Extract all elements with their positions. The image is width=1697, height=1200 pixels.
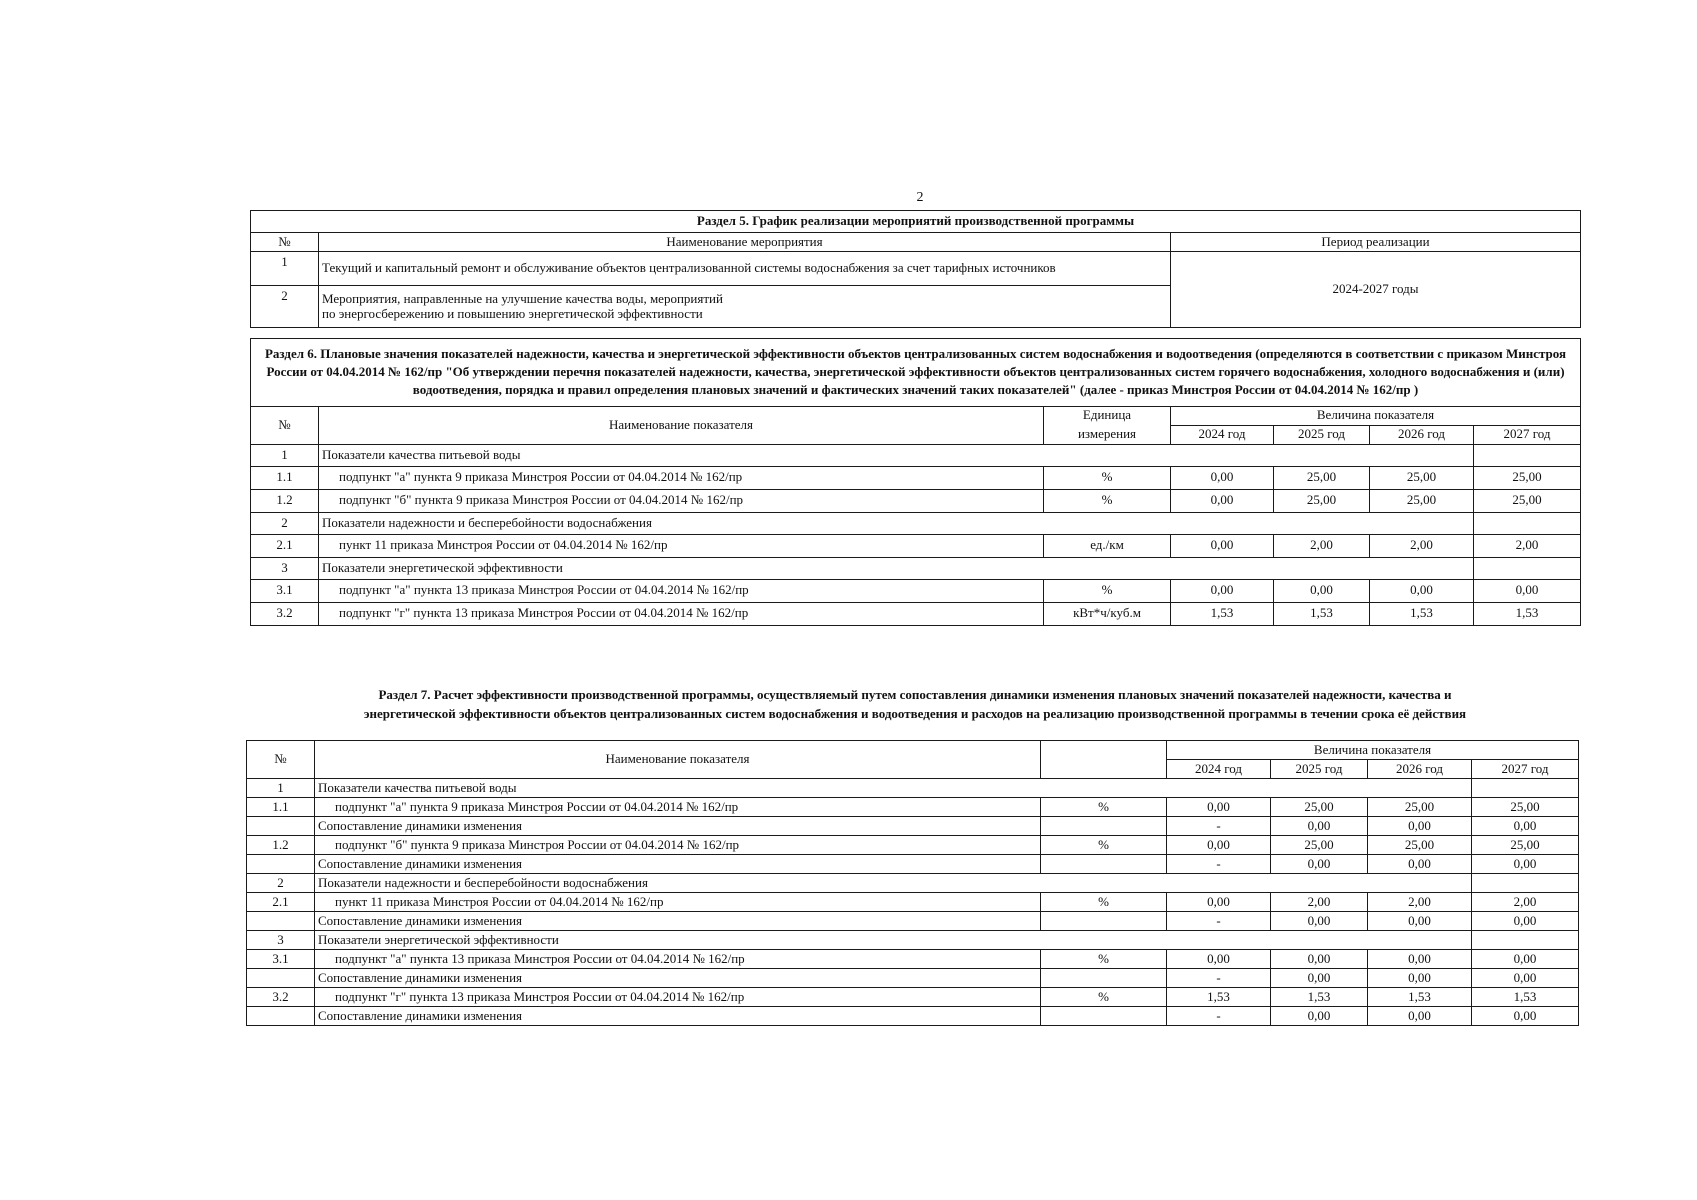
table-row	[247, 893, 1579, 912]
row-number: 1.2	[251, 489, 319, 512]
indicator-name: Сопоставление динамики изменения	[315, 969, 1041, 988]
unit-cell	[1041, 817, 1167, 836]
section7-unit-header	[1041, 741, 1167, 779]
section6-year-2027: 2027 год	[1474, 425, 1581, 444]
row-number: 1.2	[247, 836, 315, 855]
value-cell: 0,00	[1167, 893, 1271, 912]
section7-title	[250, 686, 1580, 724]
section6-year-2024: 2024 год	[1171, 425, 1274, 444]
row-number: 3	[247, 931, 315, 950]
row-number: 2	[247, 874, 315, 893]
indicator-name: пункт 11 приказа Минстроя России от 04.04.2014 № 162/пр	[315, 893, 1041, 912]
value-cell: 0,00	[1171, 489, 1274, 512]
value-cell: 25,00	[1472, 798, 1579, 817]
value-cell: 0,00	[1474, 579, 1581, 602]
table-row	[251, 579, 1581, 602]
row-number	[247, 855, 315, 874]
section7-title-line1: Раздел 7. Расчет эффективности производственной программы, осуществляемый путем сопоставления динамики изменения плановых значений показателей надежности, качества и	[378, 687, 1452, 702]
section5-row2-name-line2: по энергосбережению и повышению энергетической эффективности	[322, 305, 703, 321]
value-cell: 0,00	[1274, 579, 1370, 602]
value-cell: 0,00	[1472, 1007, 1579, 1026]
value-cell: 0,00	[1171, 579, 1274, 602]
value-cell: 25,00	[1368, 836, 1472, 855]
row-number: 3	[251, 557, 319, 579]
table-row	[251, 557, 1581, 579]
value-cell: 25,00	[1271, 836, 1368, 855]
value-cell: 25,00	[1474, 489, 1581, 512]
section5-title: Раздел 5. График реализации мероприятий производственной программы	[251, 211, 1581, 233]
unit-cell: %	[1041, 836, 1167, 855]
value-cell: 0,00	[1472, 855, 1579, 874]
table-row	[247, 798, 1579, 817]
value-cell: 1,53	[1271, 988, 1368, 1007]
indicator-name: подпункт "а" пункта 13 приказа Минстроя России от 04.04.2014 № 162/пр	[319, 579, 1044, 602]
value-cell: 1,53	[1368, 988, 1472, 1007]
group-name: Показатели надежности и бесперебойности водоснабжения	[315, 874, 1472, 893]
value-cell: 1,53	[1274, 602, 1370, 625]
table-row	[247, 817, 1579, 836]
value-cell: 0,00	[1472, 912, 1579, 931]
empty-cell	[1474, 512, 1581, 534]
row-number: 3.1	[251, 579, 319, 602]
section7-name-header: Наименование показателя	[315, 741, 1041, 779]
indicator-name: Сопоставление динамики изменения	[315, 817, 1041, 836]
group-name: Показатели надежности и бесперебойности водоснабжения	[319, 512, 1474, 534]
section7-title-line2: энергетической эффективности объектов централизованных систем водоснабжения и водоотведения и расходов на реализацию производственной программы в течении срока её действия	[363, 705, 1467, 721]
group-name: Показатели качества питьевой воды	[315, 779, 1472, 798]
row-number	[247, 969, 315, 988]
row-number: 3.2	[251, 602, 319, 625]
value-cell: -	[1167, 817, 1271, 836]
value-cell: 0,00	[1368, 969, 1472, 988]
table-row	[247, 931, 1579, 950]
value-cell: 2,00	[1274, 534, 1370, 557]
value-cell: 0,00	[1368, 1007, 1472, 1026]
table-row	[251, 444, 1581, 466]
table-row	[247, 779, 1579, 798]
value-cell: 25,00	[1370, 489, 1474, 512]
value-cell: -	[1167, 912, 1271, 931]
group-name: Показатели качества питьевой воды	[319, 444, 1474, 466]
value-cell: 0,00	[1368, 950, 1472, 969]
value-cell: 0,00	[1472, 817, 1579, 836]
value-cell: 1,53	[1370, 602, 1474, 625]
value-cell: 0,00	[1167, 798, 1271, 817]
row-number: 2	[251, 512, 319, 534]
value-cell: 25,00	[1368, 798, 1472, 817]
group-name: Показатели энергетической эффективности	[315, 931, 1472, 950]
value-cell: 0,00	[1368, 817, 1472, 836]
section7-value-header: Величина показателя	[1167, 741, 1579, 760]
unit-cell: %	[1044, 579, 1171, 602]
row-number: 2.1	[247, 893, 315, 912]
row-number	[247, 1007, 315, 1026]
row-number: 1.1	[247, 798, 315, 817]
empty-cell	[1474, 557, 1581, 579]
section7-year-2024: 2024 год	[1167, 760, 1271, 779]
table-row	[251, 534, 1581, 557]
value-cell: 0,00	[1171, 466, 1274, 489]
row-number: 2.1	[251, 534, 319, 557]
table-row	[251, 602, 1581, 625]
value-cell: 0,00	[1271, 1007, 1368, 1026]
indicator-name: подпункт "г" пункта 13 приказа Минстроя России от 04.04.2014 № 162/пр	[315, 988, 1041, 1007]
value-cell: 2,00	[1474, 534, 1581, 557]
row-number: 3.2	[247, 988, 315, 1007]
section6-year-2026: 2026 год	[1370, 425, 1474, 444]
section6-unit-header-line2: измерения	[1044, 425, 1171, 444]
empty-cell	[1474, 444, 1581, 466]
value-cell: -	[1167, 969, 1271, 988]
value-cell: 25,00	[1274, 466, 1370, 489]
indicator-name: Сопоставление динамики изменения	[315, 855, 1041, 874]
unit-cell: %	[1041, 950, 1167, 969]
section6-body	[251, 444, 1581, 625]
section5-num-header: №	[251, 233, 319, 252]
value-cell: 1,53	[1171, 602, 1274, 625]
unit-cell: %	[1041, 798, 1167, 817]
section7-num-header: №	[247, 741, 315, 779]
unit-cell: %	[1044, 466, 1171, 489]
unit-cell	[1041, 912, 1167, 931]
value-cell: -	[1167, 855, 1271, 874]
indicator-name: подпункт "г" пункта 13 приказа Минстроя России от 04.04.2014 № 162/пр	[319, 602, 1044, 625]
section7-year-2026: 2026 год	[1368, 760, 1472, 779]
table-row	[251, 512, 1581, 534]
section7-table	[246, 740, 1579, 1026]
row-number: 1	[247, 779, 315, 798]
value-cell: 0,00	[1368, 855, 1472, 874]
section5-row2-name-line1: Мероприятия, направленные на улучшение качества воды, мероприятий	[322, 290, 723, 306]
section5-period-header: Период реализации	[1171, 233, 1581, 252]
table-row	[247, 969, 1579, 988]
indicator-name: пункт 11 приказа Минстроя России от 04.04.2014 № 162/пр	[319, 534, 1044, 557]
table-row	[251, 466, 1581, 489]
section7-year-2025: 2025 год	[1271, 760, 1368, 779]
table-row	[247, 836, 1579, 855]
table-row	[247, 912, 1579, 931]
section5-period-value: 2024-2027 годы	[1171, 252, 1581, 328]
unit-cell	[1041, 855, 1167, 874]
value-cell: 0,00	[1271, 950, 1368, 969]
value-cell: 0,00	[1370, 579, 1474, 602]
section7-body	[247, 779, 1579, 1026]
indicator-name: Сопоставление динамики изменения	[315, 1007, 1041, 1026]
section7-year-2027: 2027 год	[1472, 760, 1579, 779]
unit-cell: %	[1041, 988, 1167, 1007]
empty-cell	[1472, 779, 1579, 798]
page-number: 2	[916, 190, 924, 205]
row-number: 1	[251, 444, 319, 466]
section6-year-2025: 2025 год	[1274, 425, 1370, 444]
section6-table	[250, 338, 1581, 626]
unit-cell	[1041, 969, 1167, 988]
section6-title: Раздел 6. Плановые значения показателей надежности, качества и энергетической эффективности объектов централизованных систем водоснабжения и водоотведения (определяются в соответствии с приказом Минстроя России от 04.04.2014 № 162/пр "Об утверждении перечня показателей надежности, качества, энергетической эффективности объектов централизованных систем горячего водоснабжения, холодного водоснабжения и (или) водоотведения, порядка и правил определения плановых значений и фактических значений таких показателей" (далее - приказ Минстроя России от 04.04.2014 № 162/пр )	[251, 339, 1581, 407]
value-cell: 0,00	[1472, 969, 1579, 988]
unit-cell: кВт*ч/куб.м	[1044, 602, 1171, 625]
section6-name-header: Наименование показателя	[319, 406, 1044, 444]
value-cell: 1,53	[1474, 602, 1581, 625]
value-cell: 0,00	[1171, 534, 1274, 557]
empty-cell	[1472, 931, 1579, 950]
table-row	[247, 855, 1579, 874]
value-cell: 25,00	[1472, 836, 1579, 855]
value-cell: 0,00	[1368, 912, 1472, 931]
value-cell: 25,00	[1370, 466, 1474, 489]
value-cell: 0,00	[1472, 950, 1579, 969]
value-cell: 0,00	[1167, 950, 1271, 969]
table-row	[247, 950, 1579, 969]
value-cell: 1,53	[1167, 988, 1271, 1007]
indicator-name: подпункт "а" пункта 9 приказа Минстроя России от 04.04.2014 № 162/пр	[319, 466, 1044, 489]
section5-table	[250, 210, 1581, 328]
value-cell: -	[1167, 1007, 1271, 1026]
group-name: Показатели энергетической эффективности	[319, 557, 1474, 579]
value-cell: 25,00	[1271, 798, 1368, 817]
unit-cell	[1041, 1007, 1167, 1026]
indicator-name: подпункт "б" пункта 9 приказа Минстроя России от 04.04.2014 № 162/пр	[319, 489, 1044, 512]
section6-unit-header-line1: Единица	[1044, 406, 1171, 425]
row-number: 3.1	[247, 950, 315, 969]
value-cell: 0,00	[1271, 912, 1368, 931]
empty-cell	[1472, 874, 1579, 893]
value-cell: 0,00	[1271, 855, 1368, 874]
section6-value-header: Величина показателя	[1171, 406, 1581, 425]
section5-row2-name	[319, 286, 1171, 328]
table-row	[247, 1007, 1579, 1026]
value-cell: 25,00	[1474, 466, 1581, 489]
value-cell: 2,00	[1368, 893, 1472, 912]
value-cell: 2,00	[1271, 893, 1368, 912]
row-number: 1.1	[251, 466, 319, 489]
value-cell: 2,00	[1370, 534, 1474, 557]
value-cell: 0,00	[1271, 969, 1368, 988]
indicator-name: подпункт "а" пункта 13 приказа Минстроя России от 04.04.2014 № 162/пр	[315, 950, 1041, 969]
section6-num-header: №	[251, 406, 319, 444]
section5-name-header: Наименование мероприятия	[319, 233, 1171, 252]
table-row	[251, 489, 1581, 512]
section5-row1-name: Текущий и капитальный ремонт и обслуживание объектов централизованной системы водоснабжения за счет тарифных источников	[319, 252, 1171, 286]
indicator-name: подпункт "а" пункта 9 приказа Минстроя России от 04.04.2014 № 162/пр	[315, 798, 1041, 817]
section5-row2-num: 2	[251, 286, 319, 328]
indicator-name: подпункт "б" пункта 9 приказа Минстроя России от 04.04.2014 № 162/пр	[315, 836, 1041, 855]
unit-cell: %	[1041, 893, 1167, 912]
row-number	[247, 912, 315, 931]
value-cell: 25,00	[1274, 489, 1370, 512]
row-number	[247, 817, 315, 836]
section5-row1-num: 1	[251, 252, 319, 286]
value-cell: 2,00	[1472, 893, 1579, 912]
value-cell: 0,00	[1167, 836, 1271, 855]
value-cell: 0,00	[1271, 817, 1368, 836]
indicator-name: Сопоставление динамики изменения	[315, 912, 1041, 931]
unit-cell: ед./км	[1044, 534, 1171, 557]
table-row	[247, 988, 1579, 1007]
unit-cell: %	[1044, 489, 1171, 512]
value-cell: 1,53	[1472, 988, 1579, 1007]
table-row	[247, 874, 1579, 893]
